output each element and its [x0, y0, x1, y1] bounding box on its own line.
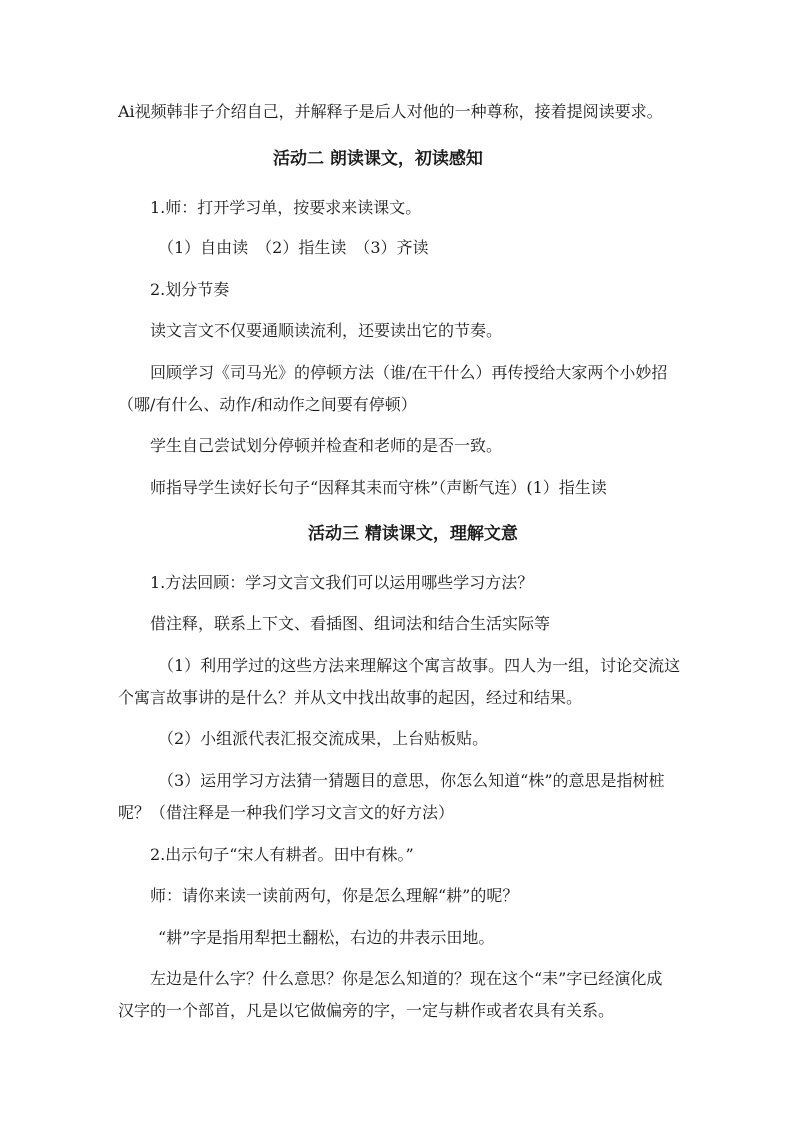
paragraph-line: （1）自由读 （2）指生读 （3）齐读 [158, 238, 429, 257]
paragraph-line: （2）小组派代表汇报交流成果，上台贴板贴。 [158, 729, 489, 748]
paragraph-line: “耕”字是指用犁把土翻松，右边的井表示田地。 [158, 928, 495, 947]
paragraph-line: 1.师：打开学习单，按要求来读课文。 [150, 198, 422, 217]
section-heading-activity-3: 活动三 精读课文，理解文意 [308, 524, 518, 544]
paragraph-line: 读文言文不仅要通顺读流利，还要读出它的节奏。 [150, 321, 503, 340]
paragraph-line: 借注释，联系上下文、看插图、组词法和结合生活实际等 [150, 614, 551, 633]
paragraph-line: 2.划分节奏 [150, 280, 230, 299]
paragraph-line: （3）运用学习方法猜一猜题目的意思，你怎么知道“株”的意思是指树桩 [158, 771, 665, 790]
section-heading-activity-2: 活动二 朗读课文，初读感知 [273, 149, 483, 169]
paragraph-line: （哪/有什么、动作/和动作之间要有停顿） [118, 395, 417, 414]
paragraph-line: 呢？（借注释是一种我们学习文言文的好方法） [118, 803, 455, 822]
paragraph-line: 1.方法回顾：学习文言文我们可以运用哪些学习方法？ [150, 573, 534, 592]
paragraph-line: 2.出示句子“宋人有耕者。田中有株。” [150, 845, 414, 864]
paragraph-line: （1）利用学过的这些方法来理解这个寓言故事。四人为一组，讨论交流这 [158, 656, 681, 675]
paragraph-line: 学生自己尝试划分停顿并检查和老师的是否一致。 [150, 436, 503, 455]
paragraph-line: 回顾学习《司马光》的停顿方法（谁/在干什么）再传授给大家两个小妙招 [150, 363, 668, 382]
paragraph-line: 左边是什么字？什么意思？你是怎么知道的？现在这个“耒”字已经演化成 [150, 969, 663, 988]
paragraph-line: 汉字的一个部首，凡是以它做偏旁的字，一定与耕作或者农具有关系。 [118, 1001, 615, 1020]
paragraph-line: 师：请你来读一读前两句，你是怎么理解“耕”的呢？ [150, 886, 519, 905]
paragraph-line: Ai视频韩非子介绍自己，并解释子是后人对他的一种尊称，接着提阅读要求。 [118, 102, 663, 121]
paragraph-line: 师指导学生读好长句子“因释其耒而守株”（声断气连）(1）指生读 [150, 478, 607, 497]
paragraph-line: 个寓言故事讲的是什么？并从文中找出故事的起因，经过和结果。 [118, 688, 583, 707]
